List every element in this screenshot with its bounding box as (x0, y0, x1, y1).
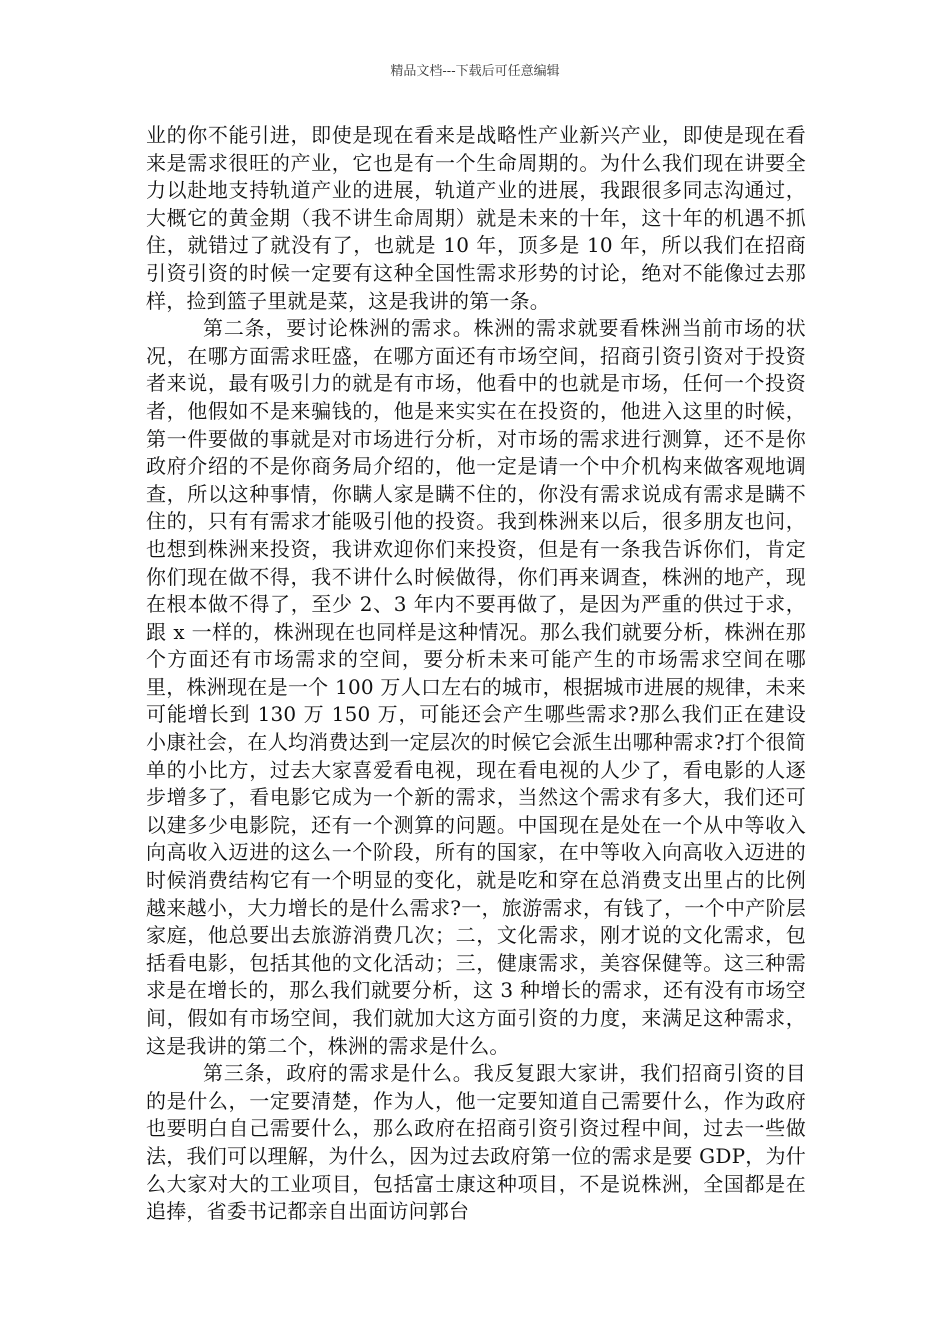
paragraph-2: 第二条，要讨论株洲的需求。株洲的需求就要看株洲当前市场的状况，在哪方面需求旺盛，在哪方面还有市场空间，招商引资引资对于投资者来说，最有吸引力的就是有市场，他看中的也就是市场，任何一个投资者，他假如不是来骗钱的，他是来实实在在投资的，他进入这里的时候，第一件要做的事就是对市场进行分析，对市场的需求进行测算，还不是你政府介绍的不是你商务局介绍的，他一定是请一个中介机构来做客观地调查，所以这种事情，你瞒人家是瞒不住的，你没有需求说成有需求是瞒不住的，只有有需求才能吸引他的投资。我到株洲来以后，很多朋友也问，也想到株洲来投资，我讲欢迎你们来投资，但是有一条我告诉你们，肯定你们现在做不得，我不讲什么时候做得，你们再来调查，株洲的地产，现在根本做不得了，至少 2、3 年内不要再做了，是因为严重的供过于求，跟 x 一样的，株洲现在也同样是这种情况。那么我们就要分析，株洲在那个方面还有市场需求的空间，要分析未来可能产生的市场需求空间在哪里，株洲现在是一个 100 万人口左右的城市，根据城市进展的规律，未来可能增长到 130 万 150 万，可能还会产生哪些需求?那么我们正在建设小康社会，在人均消费达到一定层次的时候它会派生出哪种需求?打个很简单的小比方，过去大家喜爱看电视，现在看电视的人少了，看电影的人逐步增多了，看电影它成为一个新的需求，当然这个需求有多大，我们还可以建多少电影院，还有一个测算的问题。中国现在是处在一个从中等收入向高收入迈进的这么一个阶段，所有的国家，在中等收入向高收入迈进的时候消费结构它有一个明显的变化，就是吃和穿在总消费支出里占的比例越来越小，大力增长的是什么需求?一，旅游需求，有钱了，一个中产阶层家庭，他总要出去旅游消费几次；二，文化需求，刚才说的文化需求，包括看电影，包括其他的文化活动；三，健康需求，美容保健等。这三种需求是在增长的，那么我们就要分析，这 3 种增长的需求，还有没有市场空间，假如有市场空间，我们就加大这方面引资的力度，来满足这种需求，这是我讲的第二个，株洲的需求是什么。 (146, 316, 806, 1058)
paragraph-3: 第三条，政府的需求是什么。我反复跟大家讲，我们招商引资的目的是什么，一定要清楚，作为人，他一定要知道自己需要什么，作为政府也要明白自己需要什么，那么政府在招商引资引资过程中间，过去一些做法，我们可以理解，为什么，因为过去政府第一位的需求是要 GDP，为什么大家对大的工业项目，包括富士康这种项目，不是说株洲，全国都是在追捧，省委书记都亲自出面访问郭台 (146, 1061, 806, 1224)
page-header: 精品文档---下载后可任意编辑 (390, 64, 560, 79)
paragraph-1: 业的你不能引进，即使是现在看来是战略性产业新兴产业，即使是现在看来是需求很旺的产业，它也是有一个生命周期的。为什么我们现在讲要全力以赴地支持轨道产业的进展，轨道产业的进展，我跟很多同志沟通过，大概它的黄金期（我不讲生命周期）就是未来的十年，这十年的机遇不抓住，就错过了就没有了，也就是 10 年，顶多是 10 年，所以我们在招商引资引资的时候一定要有这种全国性需求形势的讨论，绝对不能像过去那样，捡到篮子里就是菜，这是我讲的第一条。 (146, 123, 806, 313)
document-body (146, 122, 806, 1226)
